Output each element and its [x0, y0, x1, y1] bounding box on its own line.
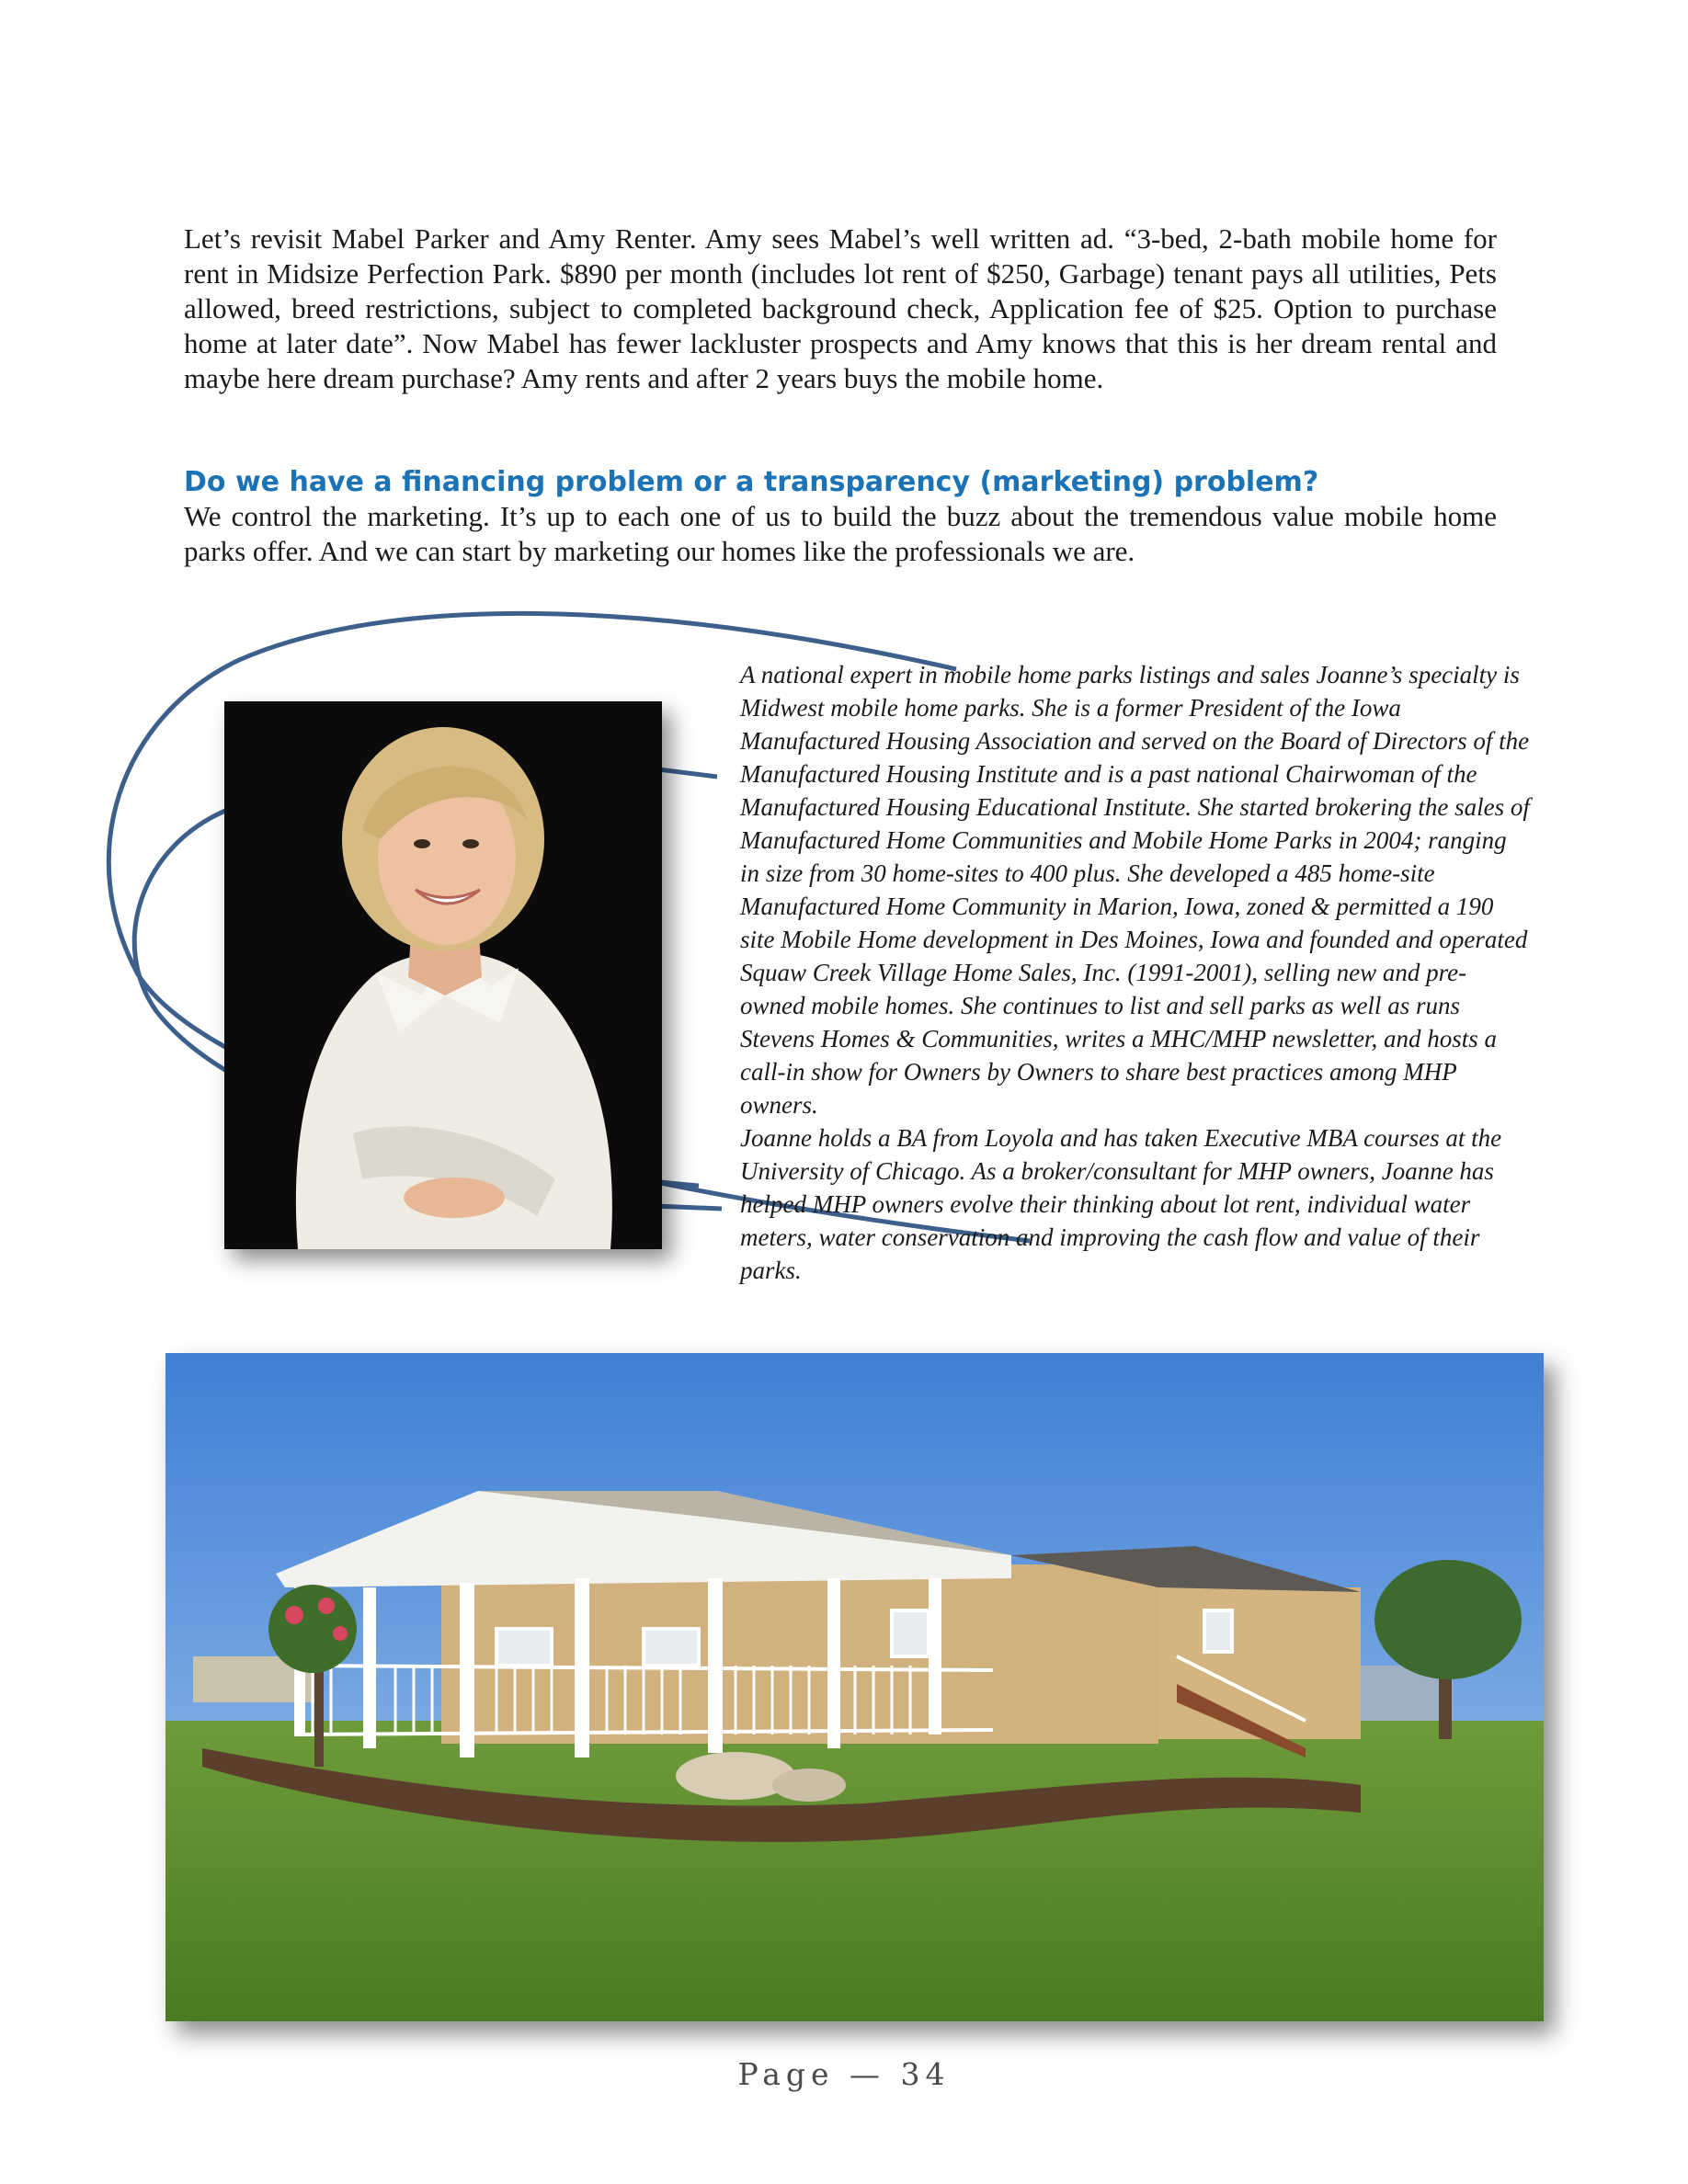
bio-paragraph: Joanne holds a BA from Loyola and has taken Executive MBA courses at the University of Chicago. As a broker/consultant for MHP owners, Joanne has helped MHP owners evolve their thinking about lot rent, individual water meters, water conservation and improving the cash flow and value of their parks.: [740, 1124, 1502, 1284]
section-paragraph: We control the marketing. It’s up to each one of us to build the buzz about the tremendous value mobile home parks offer. And we can start by marketing our homes like the professionals we are.: [184, 500, 1497, 567]
house-photo: [165, 1353, 1544, 2021]
intro-paragraph: Let’s revisit Mabel Parker and Amy Renter. Amy sees Mabel’s well written ad. “3-bed, 2-bath mobile home for rent in Midsize Perfection Park. $890 per month (includes lot rent of $250, Garbage) tenant pays all utilities, Pets allowed, breed restrictions, subject to completed background check, Application fee of $25. Option to purchase home at later date”. Now Mabel has fewer lackluster prospects and Amy knows that this is her dream rental and maybe here dream purchase? Amy rents and after 2 years buys the mobile home.: [184, 222, 1497, 394]
bio-text: [740, 658, 1531, 1287]
bio-paragraph: A national expert in mobile home parks listings and sales Joanne’s specialty is Midwest mobile home parks. She is a former President of the Iowa Manufactured Housing Association and served on the Board of Directors of the Manufactured Housing Institute and is a past national Chairwoman of the Manufactured Housing Educational Institute. She started brokering the sales of Manufactured Home Communities and Mobile Home Parks in 2004; ranging in size from 30 home-sites to 400 plus. She developed a 485 home-site Manufactured Home Community in Marion, Iowa, zoned & permitted a 190 site Mobile Home development in Des Moines, Iowa and founded and operated Squaw Creek Village Home Sales, Inc. (1991-2001), selling new and pre-owned mobile homes. She continues to list and sell parks as well as runs Stevens Homes & Communities, writes a MHC/MHP newsletter, and hosts a call-in show for Owners by Owners to share best practices among MHP owners.: [740, 661, 1530, 1119]
portrait-photo: [224, 701, 662, 1249]
section-heading: Do we have a financing problem or a transparency (marketing) problem?: [184, 466, 1319, 498]
page-number: Page — 34: [737, 2056, 951, 2092]
